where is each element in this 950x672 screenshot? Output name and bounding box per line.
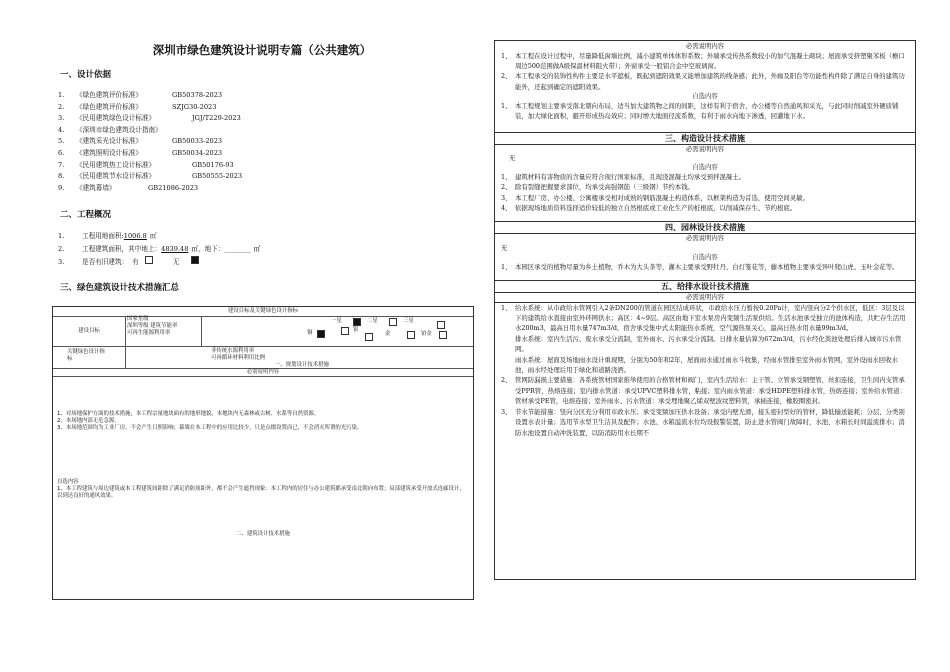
none-text: 无 <box>501 244 508 253</box>
building-area-row: 2. 工程建筑面积，其中地上： 4839.48 ㎡，地下： ________ ㎡ <box>52 243 472 256</box>
list-item: 5. 《建筑采光设计标准》 GB50033-2023 <box>58 137 223 146</box>
optional-items: 自选内容 1、本工程建筑与周边建筑或本工程建筑间距除了满足消防间距外，都不会产生遮挡现象：本工程内的居住与办公建筑都承受南北朝向布置；局部建筑承受开放式连廊设计，以到达良好的通风效果。 <box>57 479 465 499</box>
none-text: 无 <box>509 154 516 163</box>
list-item: 9. 《建筑幕墙》 GB21086-2023 <box>58 183 199 192</box>
checkbox-gold-pre[interactable] <box>365 333 373 341</box>
required-content-label: 必需说明内容 <box>685 144 725 153</box>
list-item: 2、 管网防漏损主要措施：各系统管材国家推举使用的合格管材和阀门，室内生活给水：主干管、立管承受钢塑管，丝扣连接，卫生间内支管承受PPR管，热熔连接；室内排水管道：承受UPVC塑料排水管，粘接；室内雨水管道：承受HDPE塑料排水管，热熔连接；室外给水管道：管材承受PE管，电熔连接；室外雨水、污水管道：承受埋地聚乙烯双壁波纹塑料管，承插连接，橡胶圈密封。 <box>501 376 906 406</box>
required-content-label: 必需说明内容 <box>685 42 725 50</box>
list-item: 3、 本工程厂房、办公楼、公寓楼承受相对成熟的钢筋混凝土构造体系，以框架构造为首选，使用空间灵敏。 <box>501 193 809 202</box>
existing-building-row: 3. 是否有旧建筑： 有 无 <box>52 256 472 269</box>
optional-content-label: 自选内容 <box>692 253 718 262</box>
list-item: 1、 本园区承受的植物尽量为乡土植物，乔木为大头茶等，灌木主要承受野牡丹、白灯笼花等，藤本植物主要承受异叶爬山虎、玉叶金花等。 <box>501 262 899 271</box>
section-design-basis: 一、设计依据 <box>60 70 112 80</box>
goal-sublabels: 国家星级 深圳等级 建筑节能率 可再生能源利用率 <box>125 316 202 347</box>
list-item: 2. 《绿色建筑评价标准》 SZJG30-2023 <box>58 102 217 111</box>
list-item: 3、 节水节能措施：竖向分区充分利用市政水压；承受变频加压供水设备；承受内壁光滑，接头密封型好的管材，降低输送能耗；分层、分类别设置水表计量；选用节水型卫生洁具及配件；水池、水箱溢流水位均设报警装置，防止进水管阀门故障时，水池、水箱长时间溢流排水；消防水池设置自动冲洗装置，以防消防用水长期不 <box>501 407 905 437</box>
list-item: 雨水系统：屋面及场地雨水设计重现期，分别为50年和2年，屋面雨水通过雨水斗收集，经雨水管排至室外雨水管网，室外设雨水回收水池，雨水经处理后用于绿化和道路浇洒。 <box>515 355 898 375</box>
table-header: 建设目标及关键绿色设计指标 <box>53 307 473 317</box>
land-area-value: 1006.8 <box>123 232 147 241</box>
goal-label: 建设目标 <box>53 316 126 347</box>
list-item: 4、 依据现场地质资料选择适价较低的独立自然根底或工业化生产的桩根底，以削减保存生、节约根底。 <box>501 204 797 213</box>
list-item: 8. 《民用建筑节水设计标准》 GB50555-2023 <box>58 172 243 181</box>
list-item: 1、 建筑材料有害物质的含量应符合现行国家标准，且现浇混凝土均承受预拌混凝土。 <box>501 172 746 181</box>
land-area-row: 1. 工程用地面积: 1006.8 ㎡ <box>52 230 472 243</box>
section-water-supply: 五、给排水设计技术措施 <box>495 280 915 293</box>
section-structure: 三、构造设计技术措施 <box>495 132 915 145</box>
left-page <box>52 38 472 537</box>
section-measures-summary: 三、绿色建筑设计技术措施汇总 <box>60 283 180 294</box>
list-item: 1、 给水系统：从市政给水管网引入2条DN200的管道在园区结成环状，市政给水压力暂按0.20Pa计，室内竖向分2个供水区，低区：3层及以下的建筑给水直接由室外环网供水；高区：4~9层。高区由地下室水泵房内变频生活泵供给。生活水池承受独立的池体构造，共贮存生活用水200m3，最高日用水量747m3/d，宿舍承受集中式太阳能热水系统，空气源热泵关心，最高日热水用水量99m3/d。 <box>501 303 906 333</box>
required-content-label: 必需说明内容 <box>685 234 725 243</box>
list-item: 1、 本工程在设计过程中，尽量降低窗墙比例，减小建筑单体体形系数；外墙承受传热系数较小的加气混凝土砌块；屋面承受挤塑聚苯板（檐口周边500范围做A级保温材料阻火带）；外窗承受一般铝合金中空玻璃窗。 <box>501 51 905 70</box>
measures-table <box>52 306 474 600</box>
checkbox-one-star[interactable] <box>353 318 361 326</box>
optional-content-label: 自选内容 <box>692 163 718 172</box>
section-project-overview: 二、工程概况 <box>60 210 112 221</box>
list-item: 7. 《民用建筑热工设计标准》 GB50176-93 <box>58 160 234 169</box>
goal-options: 一星 二星 三星 铜 银 金 铂金 <box>201 316 473 347</box>
list-item: 2、 除有裂缝把握要求部位，均承受高强钢筋（三级钢）节约本钱。 <box>501 183 694 192</box>
above-ground-area-value: 4839.48 <box>161 245 189 254</box>
required-items: 1、对场地保护方面的技术措施，本工程宗量地块面有的地形地貌，本地块内无森林或古树、水系等自然资源。 2、本场地内部无危急源。 3、本场地范围均为工业厂房，不会产生日照影响；幕墙在本工程中的应用比较少，只是点缀设置而已，不会消灭所谓的光污染。 <box>57 411 363 431</box>
project-info <box>52 230 472 269</box>
checkbox-gold[interactable] <box>407 331 415 339</box>
checkbox-yes[interactable] <box>145 256 153 264</box>
checkbox-silver[interactable] <box>341 327 349 335</box>
checkbox-two-star[interactable] <box>389 318 397 326</box>
standards-list <box>52 90 472 194</box>
checkbox-three-star[interactable] <box>437 321 445 329</box>
list-item: 1. 《绿色建筑评价标准》 GB50378-2023 <box>58 91 223 99</box>
list-item: 4. 《深圳市绿色建筑设计指南》 <box>58 125 162 134</box>
checkbox-platinum[interactable] <box>439 331 447 339</box>
optional-content-label: 自选内容 <box>692 92 718 101</box>
key-indicators-label: 关键绿色设计指标 <box>53 346 126 369</box>
checkbox-bronze[interactable] <box>317 330 325 338</box>
section-landscape: 四、园林设计技术措施 <box>495 221 915 234</box>
key-indicators: 非传统水源利用率 可再循环材料利用比例 一、规划设计技术措施 <box>125 346 473 369</box>
required-content-label: 必需说明内容 <box>53 368 473 377</box>
list-item: 6. 《建筑照明设计标准》 GB50034-2023 <box>58 148 223 157</box>
right-page <box>494 40 916 580</box>
underground-area-value: ________ <box>224 245 251 254</box>
list-item: 排水系统：室内生活污、废水承受分流制，室外雨水、污水承受分流制。日排水量估算为672m3/d，污水经化粪池处理后排入城市污水管网。 <box>515 334 902 354</box>
checkbox-no[interactable] <box>191 256 199 264</box>
required-content-label: 必需说明内容 <box>685 293 725 302</box>
list-item: 3. 《民用建筑绿色设计标准》 JGJ/T229-2023 <box>58 114 241 123</box>
architecture-measures-heading: 二、建筑设计技术措施 <box>236 531 290 537</box>
list-item: 2、 本工程承受的装饰性构件主要是水平遮板，既起到遮阳效果又能增加建筑的线条感；此外，外廊及阳台等功能性构件除了满足自身的建筑功能外，还起到确定的遮阳效果。 <box>501 72 905 91</box>
list-item: 1、 本工程规划主要承受南北朝向布局，适当加大建筑物之间的间距，这样有利于宿舍、办公楼等自然通风和采光，与此同时削减室外硬质铺装，加大绿化面积，避开形成热岛效应；同时增大地面径流系数，有利于雨水向地下渗透，回灌地下水。 <box>501 101 899 121</box>
document-title: 深圳市绿色建筑设计说明专篇（公共建筑） <box>152 43 372 57</box>
